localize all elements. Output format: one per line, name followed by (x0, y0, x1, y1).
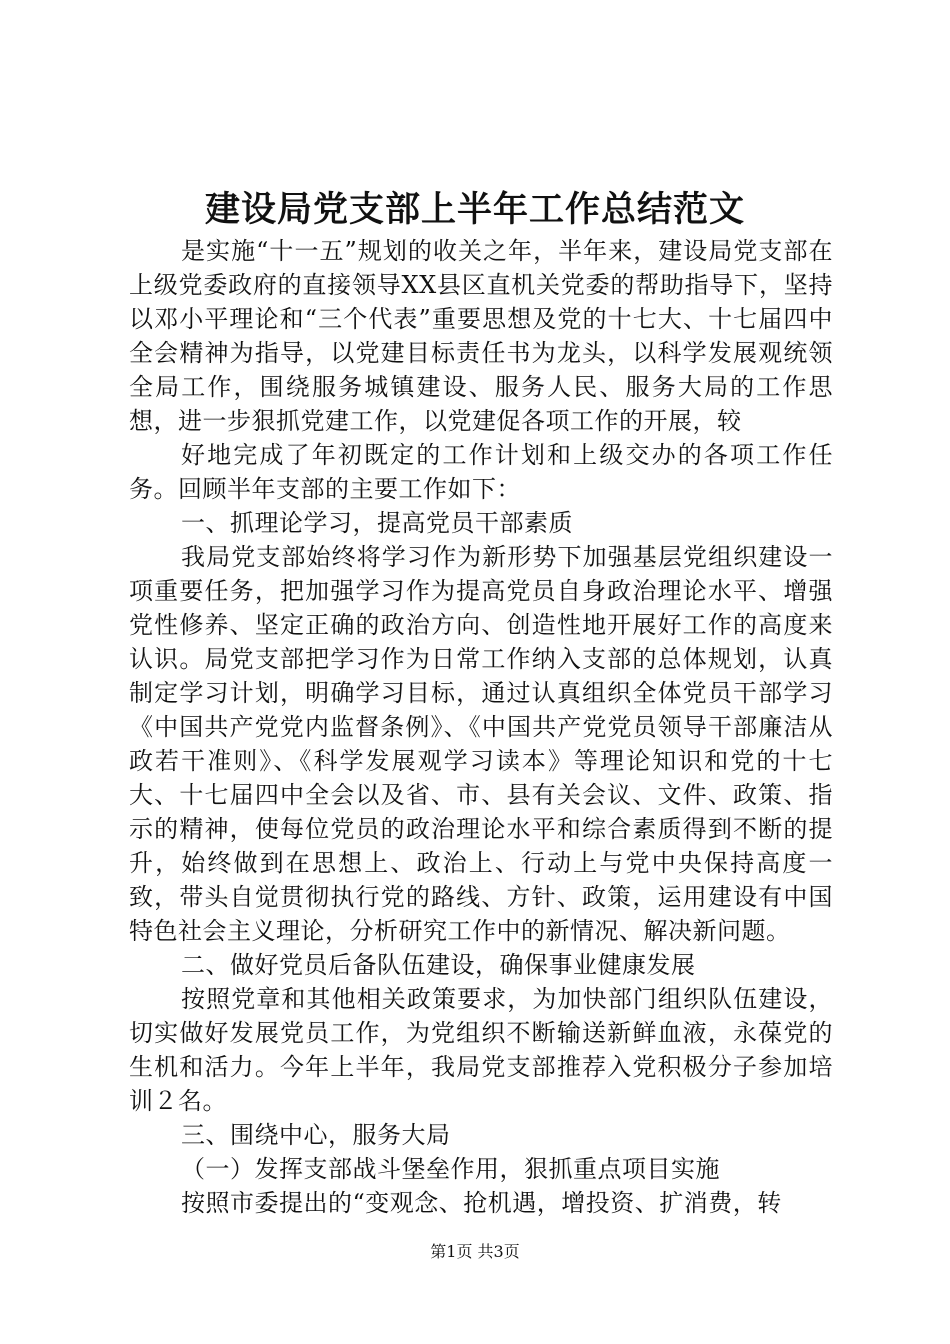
page-number-footer: 第1页 共3页 (430, 1242, 520, 1261)
paragraph-reserve-team: 按照党章和其他相关政策要求，为加快部门组织队伍建设，切实做好发展党员工作，为党组织不断输送新鲜血液，永葆党的生机和活力。今年上半年，我局党支部推荐入党积极分子参加培训２名。 (129, 985, 833, 1115)
document-body (129, 234, 833, 1220)
paragraph-intro-continued: 好地完成了年初既定的工作计划和上级交办的各项工作任务。回顾半年支部的主要工作如下： (129, 441, 833, 503)
section-heading-3: 三、围绕中心，服务大局 (181, 1121, 451, 1149)
section-heading-2: 二、做好党员后备队伍建设，确保事业健康发展 (181, 951, 696, 979)
section-heading-1: 一、抓理论学习，提高党员干部素质 (181, 509, 573, 537)
paragraph-intro: 是实施“十一五”规划的收关之年，半年来，建设局党支部在上级党委政府的直接领导XX县区直机关党委的帮助指导下，坚持以邓小平理论和“三个代表”重要思想及党的十七大、十七届四中全会精神为指导，以党建目标责任书为龙头，以科学发展观统领全局工作，围绕服务城镇建设、服务人民、服务大局的工作思想，进一步狠抓党建工作，以党建促各项工作的开展，较 (129, 237, 833, 435)
paragraph-key-projects: 按照市委提出的“变观念、抢机遇，增投资、扩消费，转 (181, 1189, 782, 1217)
document-title: 建设局党支部上半年工作总结范文 (204, 189, 745, 230)
paragraph-theory-study: 我局党支部始终将学习作为新形势下加强基层党组织建设一项重要任务，把加强学习作为提高党员自身政治理论水平、增强党性修养、坚定正确的政治方向、创造性地开展好工作的高度来认识。局党支部把学习作为日常工作纳入支部的总体规划，认真制定学习计划，明确学习目标，通过认真组织全体党员干部学习《中国共产党党内监督条例》、《中国共产党党员领导干部廉洁从政若干准则》、《科学发展观学习读本》等理论知识和党的十七大、十七届四中全会以及省、市、县有关会议、文件、政策、指示的精神，使每位党员的政治理论水平和综合素质得到不断的提升，始终做到在思想上、政治上、行动上与党中央保持高度一致，带头自觉贯彻执行党的路线、方针、政策，运用建设有中国特色社会主义理论，分析研究工作中的新情况、解决新问题。 (129, 543, 833, 945)
subsection-heading-1: （一）发挥支部战斗堡垒作用，狠抓重点项目实施 (181, 1155, 720, 1183)
